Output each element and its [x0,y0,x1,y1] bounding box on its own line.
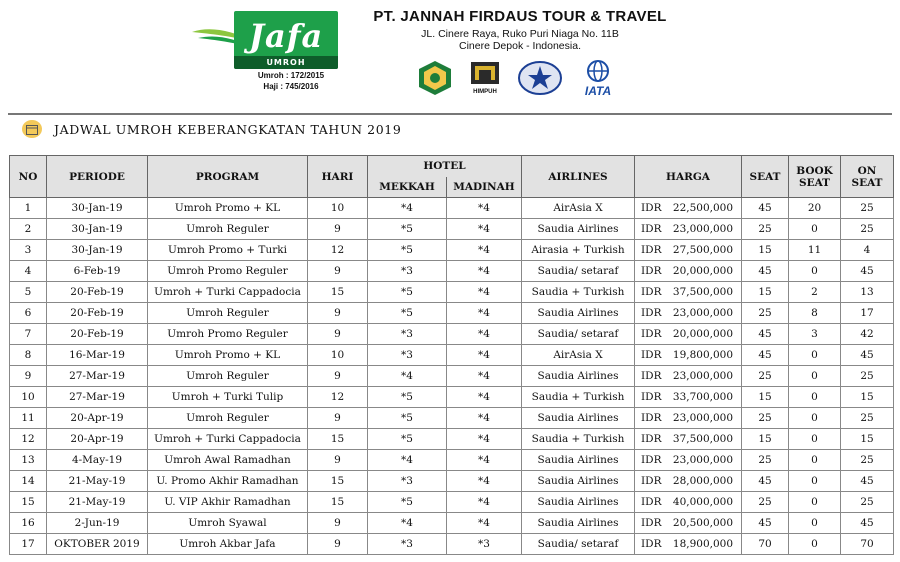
cell-harga: 33,700,000 [669,387,742,408]
cell-mekkah: *4 [368,366,447,387]
col-seat: SEAT [742,156,789,198]
license-numbers [236,70,346,92]
cell-periode: 20-Feb-19 [47,282,148,303]
globe-icon [575,60,621,82]
cell-hari: 10 [308,198,368,219]
cell-book-seat: 0 [789,345,841,366]
schedule-table [9,155,894,555]
cell-currency: IDR [635,366,669,387]
cell-airlines: Saudia Airlines [522,492,635,513]
cell-hari: 15 [308,492,368,513]
cell-program: Umroh Akbar Jafa [148,534,308,555]
cell-book-seat: 0 [789,471,841,492]
cell-periode: 27-Mar-19 [47,366,148,387]
cell-on-seat: 70 [841,534,894,555]
cell-on-seat: 25 [841,198,894,219]
cell-seat: 15 [742,282,789,303]
cell-madinah: *3 [447,534,522,555]
himpuh-label: HIMPUH [473,89,497,95]
schedule-title: JADWAL UMROH KEBERANGKATAN TAHUN 2019 [54,121,402,137]
cell-program: Umroh Syawal [148,513,308,534]
cell-currency: IDR [635,513,669,534]
cell-on-seat: 45 [841,513,894,534]
col-hari: HARI [308,156,368,198]
cell-program: Umroh Reguler [148,303,308,324]
header-divider [8,113,892,115]
cell-seat: 15 [742,429,789,450]
cell-seat: 45 [742,324,789,345]
logo-tagline: UMROH [234,56,338,69]
cell-seat: 25 [742,450,789,471]
cell-no: 1 [10,198,47,219]
cell-periode: OKTOBER 2019 [47,534,148,555]
cell-mekkah: *3 [368,324,447,345]
cell-program: Umroh Reguler [148,219,308,240]
cell-mekkah: *5 [368,303,447,324]
cell-book-seat: 2 [789,282,841,303]
cell-book-seat: 0 [789,408,841,429]
cell-book-seat: 0 [789,366,841,387]
table-row [10,492,894,513]
table-row [10,324,894,345]
cell-madinah: *4 [447,282,522,303]
cell-currency: IDR [635,492,669,513]
cell-madinah: *4 [447,366,522,387]
schedule-title-row [22,118,401,140]
table-row [10,513,894,534]
cell-hari: 9 [308,513,368,534]
table-row [10,261,894,282]
cell-periode: 20-Apr-19 [47,408,148,429]
cell-program: Umroh Promo + Turki [148,240,308,261]
cell-on-seat: 13 [841,282,894,303]
cell-madinah: *4 [447,492,522,513]
cell-no: 9 [10,366,47,387]
company-address-1: JL. Cinere Raya, Ruko Puri Niaga No. 11B [421,28,619,40]
cell-airlines: Saudia Airlines [522,366,635,387]
cell-seat: 25 [742,303,789,324]
logo-brand: Jafa [248,17,324,55]
cell-currency: IDR [635,534,669,555]
license-haji: Haji : 745/2016 [263,82,319,91]
cell-no: 6 [10,303,47,324]
cell-currency: IDR [635,240,669,261]
cell-no: 11 [10,408,47,429]
cell-harga: 23,000,000 [669,408,742,429]
table-row [10,198,894,219]
cell-hari: 15 [308,471,368,492]
table-row [10,387,894,408]
cell-periode: 30-Jan-19 [47,198,148,219]
logo-box [234,11,338,69]
cell-no: 10 [10,387,47,408]
cell-book-seat: 0 [789,219,841,240]
cell-no: 8 [10,345,47,366]
cell-mekkah: *5 [368,387,447,408]
cell-seat: 25 [742,408,789,429]
col-book-seat-line1: BOOK [796,164,833,177]
cell-on-seat: 15 [841,387,894,408]
association-emblem-icon [517,60,563,96]
cell-no: 17 [10,534,47,555]
cell-mekkah: *5 [368,219,447,240]
cell-hari: 9 [308,219,368,240]
col-book-seat-line2: SEAT [799,176,830,189]
cell-currency: IDR [635,450,669,471]
cell-hari: 12 [308,240,368,261]
ministry-emblem-icon [415,60,455,96]
cell-program: Umroh Reguler [148,366,308,387]
cell-book-seat: 0 [789,492,841,513]
cell-book-seat: 8 [789,303,841,324]
cell-harga: 22,500,000 [669,198,742,219]
cell-book-seat: 0 [789,513,841,534]
cell-airlines: Airasia + Turkish [522,240,635,261]
cell-harga: 18,900,000 [669,534,742,555]
cell-harga: 20,000,000 [669,261,742,282]
cell-madinah: *4 [447,303,522,324]
col-on-seat: ON SEAT [841,156,894,198]
col-madinah: MADINAH [447,177,522,198]
cell-program: U. VIP Akhir Ramadhan [148,492,308,513]
cell-madinah: *4 [447,387,522,408]
cell-book-seat: 20 [789,198,841,219]
cell-hari: 9 [308,534,368,555]
iata-label: IATA [584,84,612,98]
cell-program: Umroh Promo Reguler [148,324,308,345]
cell-seat: 70 [742,534,789,555]
cell-harga: 37,500,000 [669,282,742,303]
cell-on-seat: 42 [841,324,894,345]
cell-periode: 30-Jan-19 [47,219,148,240]
cell-periode: 20-Feb-19 [47,324,148,345]
table-row [10,534,894,555]
cell-book-seat: 0 [789,450,841,471]
cell-hari: 15 [308,282,368,303]
cell-airlines: Saudia Airlines [522,471,635,492]
cell-mekkah: *5 [368,429,447,450]
cell-madinah: *4 [447,198,522,219]
table-row [10,282,894,303]
iata-badge [575,60,621,98]
cell-harga: 37,500,000 [669,429,742,450]
cell-hari: 9 [308,324,368,345]
cell-airlines: Saudia Airlines [522,219,635,240]
cell-harga: 40,000,000 [669,492,742,513]
cell-seat: 45 [742,513,789,534]
col-harga: HARGA [635,156,742,198]
cell-no: 12 [10,429,47,450]
cell-currency: IDR [635,471,669,492]
table-row [10,471,894,492]
himpuh-badge [465,60,505,96]
cell-program: Umroh Promo + KL [148,345,308,366]
col-book-seat [789,156,841,198]
cell-harga: 20,000,000 [669,324,742,345]
cell-hari: 9 [308,450,368,471]
cell-on-seat: 4 [841,240,894,261]
cell-mekkah: *3 [368,534,447,555]
cell-currency: IDR [635,261,669,282]
cell-madinah: *4 [447,471,522,492]
cell-airlines: AirAsia X [522,198,635,219]
cell-book-seat: 3 [789,324,841,345]
cell-program: U. Promo Akhir Ramadhan [148,471,308,492]
cell-on-seat: 25 [841,219,894,240]
cell-on-seat: 25 [841,408,894,429]
col-airlines: AIRLINES [522,156,635,198]
cell-on-seat: 45 [841,345,894,366]
cell-airlines: Saudia/ setaraf [522,261,635,282]
cell-currency: IDR [635,198,669,219]
cell-madinah: *4 [447,450,522,471]
cell-madinah: *4 [447,345,522,366]
cell-mekkah: *4 [368,513,447,534]
company-info [360,8,680,52]
cell-airlines: Saudia Airlines [522,408,635,429]
cell-airlines: Saudia Airlines [522,303,635,324]
calendar-icon [22,120,42,138]
cell-harga: 23,000,000 [669,303,742,324]
cell-book-seat: 0 [789,534,841,555]
cell-seat: 25 [742,492,789,513]
cell-no: 2 [10,219,47,240]
cell-no: 13 [10,450,47,471]
cell-periode: 16-Mar-19 [47,345,148,366]
cell-periode: 21-May-19 [47,471,148,492]
table-row [10,429,894,450]
cell-currency: IDR [635,303,669,324]
cell-periode: 27-Mar-19 [47,387,148,408]
cell-no: 3 [10,240,47,261]
cell-mekkah: *3 [368,261,447,282]
license-umroh: Umroh : 172/2015 [257,71,325,80]
cell-mekkah: *5 [368,492,447,513]
cell-on-seat: 15 [841,429,894,450]
cell-on-seat: 25 [841,492,894,513]
cell-mekkah: *4 [368,198,447,219]
col-periode: PERIODE [47,156,148,198]
col-program: PROGRAM [148,156,308,198]
cell-currency: IDR [635,282,669,303]
cell-airlines: Saudia + Turkish [522,282,635,303]
cell-periode: 6-Feb-19 [47,261,148,282]
col-no: NO [10,156,47,198]
table-row [10,219,894,240]
cell-mekkah: *5 [368,240,447,261]
cell-hari: 15 [308,429,368,450]
cell-harga: 23,000,000 [669,366,742,387]
cell-seat: 45 [742,261,789,282]
cell-periode: 30-Jan-19 [47,240,148,261]
cell-seat: 45 [742,198,789,219]
cell-madinah: *4 [447,240,522,261]
cell-airlines: Saudia + Turkish [522,429,635,450]
cell-airlines: Saudia/ setaraf [522,534,635,555]
cell-madinah: *4 [447,429,522,450]
cell-periode: 20-Feb-19 [47,303,148,324]
cell-no: 16 [10,513,47,534]
cell-airlines: Saudia + Turkish [522,387,635,408]
cell-no: 15 [10,492,47,513]
cell-mekkah: *4 [368,450,447,471]
cell-book-seat: 0 [789,387,841,408]
cell-program: Umroh + Turki Tulip [148,387,308,408]
cell-seat: 25 [742,366,789,387]
cell-no: 5 [10,282,47,303]
cell-seat: 45 [742,471,789,492]
himpuh-icon [465,60,505,86]
cell-book-seat: 11 [789,240,841,261]
cell-currency: IDR [635,345,669,366]
cell-seat: 25 [742,219,789,240]
cell-program: Umroh Awal Ramadhan [148,450,308,471]
cell-currency: IDR [635,324,669,345]
cell-on-seat: 25 [841,450,894,471]
cell-on-seat: 45 [841,471,894,492]
cell-periode: 21-May-19 [47,492,148,513]
cell-mekkah: *5 [368,282,447,303]
cell-madinah: *4 [447,408,522,429]
cell-program: Umroh Promo + KL [148,198,308,219]
cell-currency: IDR [635,408,669,429]
cell-seat: 45 [742,345,789,366]
cell-program: Umroh + Turki Cappadocia [148,282,308,303]
cell-harga: 28,000,000 [669,471,742,492]
cell-on-seat: 25 [841,366,894,387]
cell-no: 7 [10,324,47,345]
cell-periode: 2-Jun-19 [47,513,148,534]
cell-currency: IDR [635,219,669,240]
cell-seat: 15 [742,387,789,408]
cell-currency: IDR [635,429,669,450]
table-row [10,366,894,387]
table-row [10,345,894,366]
cell-harga: 20,500,000 [669,513,742,534]
col-mekkah: MEKKAH [368,177,447,198]
cell-harga: 19,800,000 [669,345,742,366]
cell-on-seat: 45 [841,261,894,282]
cell-book-seat: 0 [789,261,841,282]
table-row [10,450,894,471]
cell-madinah: *4 [447,513,522,534]
cell-hari: 9 [308,408,368,429]
cell-madinah: *4 [447,261,522,282]
cell-hari: 9 [308,366,368,387]
cell-currency: IDR [635,387,669,408]
table-row [10,240,894,261]
cell-hari: 12 [308,387,368,408]
company-address-2: Cinere Depok - Indonesia. [459,40,581,52]
cell-seat: 15 [742,240,789,261]
cell-hari: 9 [308,303,368,324]
cell-mekkah: *3 [368,345,447,366]
cell-airlines: Saudia Airlines [522,450,635,471]
cell-airlines: Saudia Airlines [522,513,635,534]
table-row [10,303,894,324]
cell-no: 4 [10,261,47,282]
cell-airlines: AirAsia X [522,345,635,366]
table-row [10,408,894,429]
company-name: PT. JANNAH FIRDAUS TOUR & TRAVEL [373,8,667,25]
cell-periode: 4-May-19 [47,450,148,471]
cell-hari: 10 [308,345,368,366]
cell-periode: 20-Apr-19 [47,429,148,450]
cell-book-seat: 0 [789,429,841,450]
cell-harga: 23,000,000 [669,219,742,240]
cell-no: 14 [10,471,47,492]
cell-mekkah: *3 [368,471,447,492]
cell-harga: 27,500,000 [669,240,742,261]
cell-program: Umroh Reguler [148,408,308,429]
col-hotel: HOTEL [368,156,522,177]
cell-madinah: *4 [447,219,522,240]
cell-program: Umroh Promo Reguler [148,261,308,282]
cell-madinah: *4 [447,324,522,345]
accreditation-badges [413,60,633,100]
cell-harga: 23,000,000 [669,450,742,471]
cell-mekkah: *5 [368,408,447,429]
cell-on-seat: 17 [841,303,894,324]
cell-airlines: Saudia/ setaraf [522,324,635,345]
cell-program: Umroh + Turki Cappadocia [148,429,308,450]
cell-hari: 9 [308,261,368,282]
